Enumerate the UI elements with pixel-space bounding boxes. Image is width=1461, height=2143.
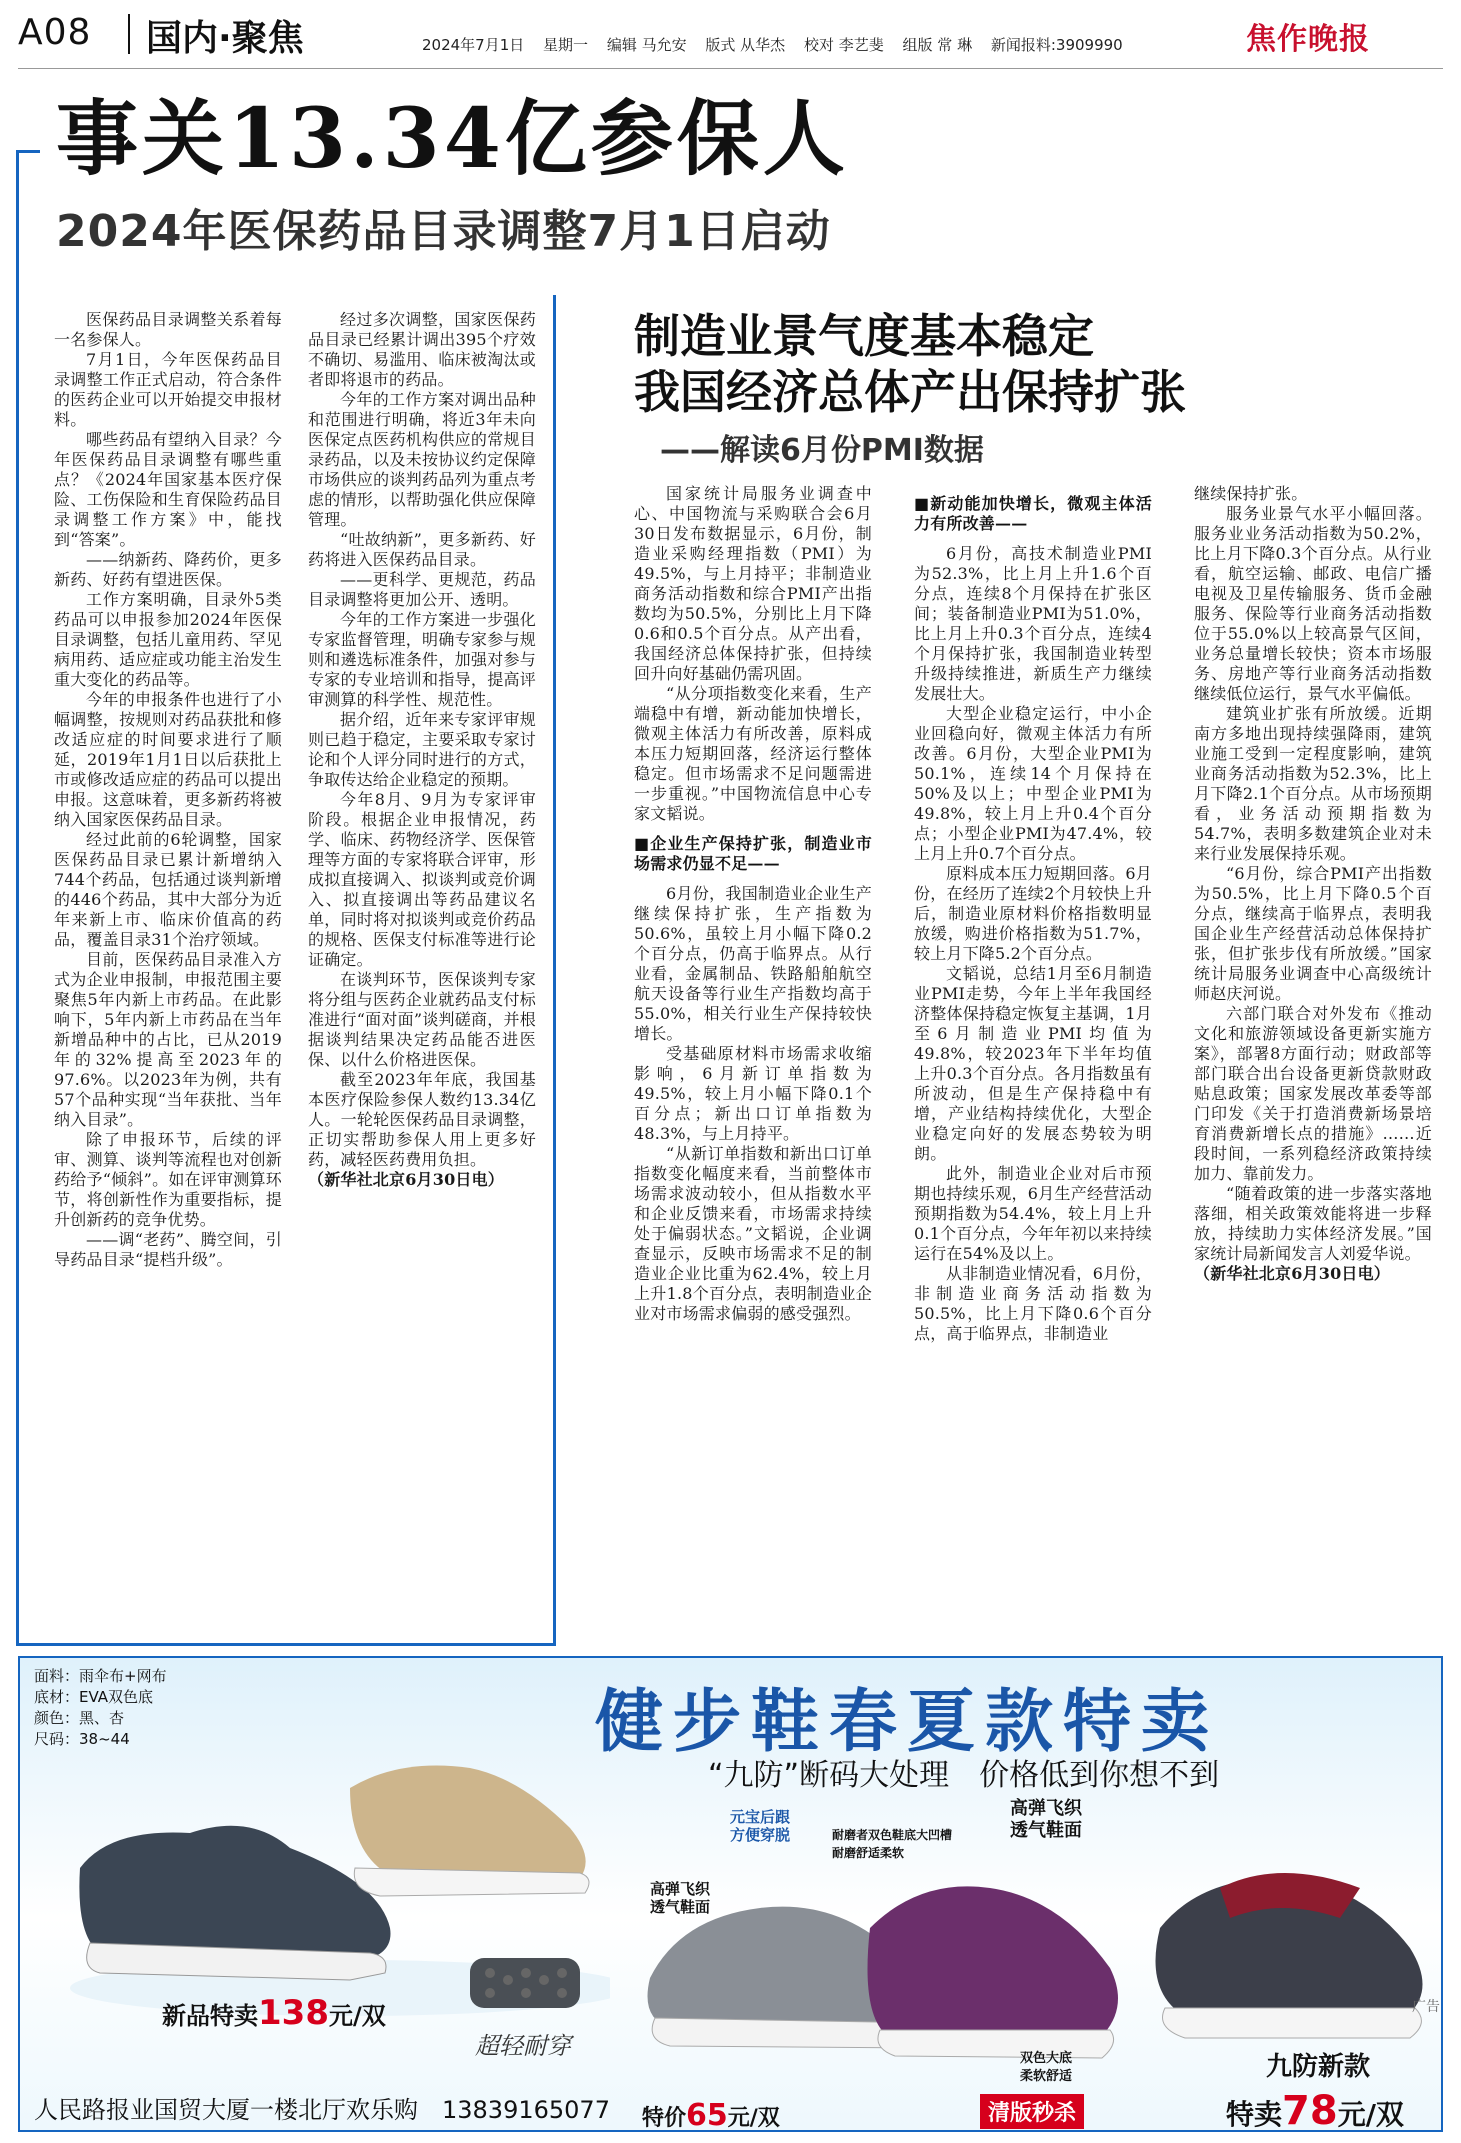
ad-callout: 双色大底 柔软舒适 [1020,2051,1073,2084]
story2-column-1 [634,484,872,1324]
paragraph: “6月份，综合PMI产出指数为50.5%，比上月下降0.5个百分点，继续高于临界点，表明我国企业生产经营活动总体保持扩张，但扩张步伐有所放缓。”国家统计局服务业调查中心高级统计师赵庆河说。 [1194,864,1432,1003]
ad-callout: 高弹飞织 透气鞋面 [1010,1798,1082,1841]
issue-weekday: 星期一 [543,36,589,54]
paragraph: 大型企业稳定运行，中小企业回稳向好，微观主体活力有所改善。6月份，大型企业PMI为50.1%，连续14个月保持在50%及以上；中型企业PMI为49.8%，较上月上升0.4个百分点；小型企业PMI为47.4%，较上月上升0.7个百分点。 [914,704,1152,863]
ad-callout: 高弹飞织 透气鞋面 [650,1880,711,1916]
page-number: A08 [18,12,92,53]
price-value: 65 [686,2098,728,2132]
price-value: 78 [1282,2088,1338,2132]
story2-headline [634,308,1186,420]
price-unit: 元/双 [727,2106,780,2131]
price-value: 138 [258,1993,329,2033]
ad-callout: 元宝后跟 方便穿脱 [730,1808,791,1844]
paragraph: 工作方案明确，目录外5类药品可以申报参加2024年医保目录调整，包括儿童用药、罕见病用药、适应症或功能主治发生重大变化的药品等。 [54,590,282,689]
story1-column-2 [308,310,536,1190]
paragraph: 今年的申报条件也进行了小幅调整，按规则对药品获批和修改适应症的时间要求进行了顺延，2019年1月1日以后获批上市或修改适应症的药品可以提出申报。这意味着，更多新药将被纳入国家医保药品目录。 [54,690,282,829]
ad-headline: 健步鞋春夏款特卖 [595,1683,1220,1762]
spec-line: 面料：雨伞布+网布 [34,1667,167,1685]
section-subhead: ■新动能加快增长，微观主体活力有所改善—— [914,494,1152,533]
paragraph: 哪些药品有望纳入目录？今年医保药品目录调整有哪些重点？《2024年国家基本医疗保险、工伤保险和生育保险药品目录调整工作方案》中，能找到“答案”。 [54,430,282,549]
paragraph: “随着政策的进一步落实落地落细，相关政策效能将进一步释放，持续助力实体经济发展。”国家统计局新闻发言人刘爱华说。 [1194,1184,1432,1263]
paragraph: 原料成本压力短期回落。6月份，在经历了连续2个月较快上升后，制造业原材料价格指数明显放缓，购进价格指数为51.7%，较上月下降5.2个百分点。 [914,864,1152,963]
shoe-advertisement [18,1656,1443,2132]
paragraph: 服务业景气水平小幅回落。服务业业务活动指数为50.2%，比上月下降0.3个百分点。从行业看，航空运输、邮政、电信广播电视及卫星传输服务、货币金融服务、保险等行业商务活动指数位于55.0%以上较高景气区间，业务总量增长较快；资本市场服务、房地产等行业商务活动指数继续低位运行，景气水平偏低。 [1194,504,1432,703]
price-label: 新品特卖 [162,2002,258,2030]
paragraph: 六部门联合对外发布《推动文化和旅游领域设备更新实施方案》，部署8方面行动；财政部等部门联合出台设备更新贷款财政贴息政策；国家发展改革委等部门印发《关于打造消费新场景培育消费新增长点的措施》……近段时间，一系列稳经济政策持续加力、靠前发力。 [1194,1004,1432,1183]
price-label: 特卖 [1226,2098,1283,2131]
story2-headline-line1: 制造业景气度基本稳定 [634,309,1094,363]
section-subhead: ■企业生产保持扩张，制造业市场需求仍显不足—— [634,834,872,873]
story2-column-3 [1194,484,1432,1284]
paragraph: 经过此前的6轮调整，国家医保药品目录已累计新增纳入744个药品，包括通过谈判新增的446个药品，其中大部分为近年来新上市、临床价值高的药品，覆盖目录31个治疗领域。 [54,830,282,949]
paragraph: ——纳新药、降药价，更多新药、好药有望进医保。 [54,550,282,589]
price-unit: 元/双 [328,2002,386,2030]
story1-frame-bottom [16,1643,556,1646]
paragraph: 受基础原材料市场需求收缩影响，6月新订单指数为49.5%，较上月小幅下降0.1个百分点；新出口订单指数为48.3%，与上月持平。 [634,1044,872,1143]
price-unit: 元/双 [1337,2098,1404,2131]
paragraph: 从非制造业情况看，6月份，非制造业商务活动指数为50.5%，比上月下降0.6个百分点，高于临界点，非制造业 [914,1264,1152,1343]
paragraph: 目前，医保药品目录准入方式为企业申报制，申报范围主要聚焦5年内新上市药品。在此影响下，5年内新上市药品在当年新增品种中的占比，已从2019年的32%提高至2023年的97.6%。以2023年为例，共有57个品种实现“当年获批、当年纳入目录”。 [54,950,282,1129]
paragraph: ——更科学、更规范，药品目录调整将更加公开、透明。 [308,570,536,609]
price-tag-sale [1226,2088,1404,2132]
editor: 编辑 马允安 [606,36,687,54]
new-model-label: 九防新款 [1266,2052,1371,2082]
paragraph: 今年的工作方案进一步强化专家监督管理，明确专家参与规则和遴选标准条件，加强对参与专家的专业培训和指导，提高评审测算的科学性、规范性。 [308,610,536,709]
header-rule [18,68,1443,69]
story1-column-1 [54,310,282,1270]
ad-tagline: 超轻耐穿 [475,2032,571,2060]
paragraph: 今年的工作方案对调出品种和范围进行明确，将近3年未向医保定点医药机构供应的常规目录药品，以及未按协议约定保障市场供应的谈判药品列为重点考虑的情形，以帮助强化供应保障管理。 [308,390,536,529]
dateline: （新华社北京6月30日电） [1194,1264,1390,1283]
paragraph: 据介绍，近年来专家评审规则已趋于稳定，主要采取专家讨论和个人评分同时进行的方式，争取传达给企业稳定的预期。 [308,710,536,789]
story1-headline: 事关13.34亿参保人 [56,91,849,187]
story1-frame-left [16,150,19,1646]
paragraph: 截至2023年年底，我国基本医疗保险参保人数约13.34亿人。一轮轮医保药品目录调整，正切实帮助参保人用上更多好药，减轻医药费用负担。 [308,1070,536,1169]
issue-date: 2024年7月1日 [422,36,525,54]
price-tag-new [162,1993,386,2033]
story2-headline-line2: 我国经济总体产出保持扩张 [634,365,1186,419]
ad-callout: 耐磨者双色鞋底大凹槽 耐磨舒适柔软 [832,1828,953,1860]
paragraph: “吐故纳新”，更多新药、好药将进入医保药品目录。 [308,530,536,569]
story2-column-2 [914,494,1152,1344]
paragraph: 6月份，高技术制造业PMI为52.3%，比上月上升1.6个百分点，连续8个月保持在扩张区间；装备制造业PMI为51.0%，比上月上升0.3个百分点，连续4个月保持扩张，我国制造业转型升级持续推进，新质生产力继续发展壮大。 [914,544,1152,703]
clearance-badge: 清版秒杀 [980,2094,1084,2129]
paragraph: 继续保持扩张。 [1194,484,1308,503]
paragraph: 7月1日，今年医保药品目录调整工作正式启动，符合条件的医药企业可以开始提交申报材料。 [54,350,282,429]
paragraph: 国家统计局服务业调查中心、中国物流与采购联合会6月30日发布数据显示，6月份，制造业采购经理指数（PMI）为49.5%，与上月持平；非制造业商务活动指数和综合PMI产出指数均为50.5%，分别比上月下降0.6和0.5个百分点。从产出看，我国经济总体保持扩张，但持续回升向好基础仍需巩固。 [634,484,872,683]
paragraph: 除了申报环节，后续的评审、测算、谈判等流程也对创新药给予“倾斜”。如在评审测算环节，将创新性作为重要指标，提升创新药的竞争优势。 [54,1130,282,1229]
paragraph: 建筑业扩张有所放缓。近期南方多地出现持续强降雨，建筑业施工受到一定程度影响，建筑业商务活动指数为52.3%，比上月下降2.1个百分点。从市场预期看，业务活动预期指数为54.7%，表明多数建筑企业对未来行业发展保持乐观。 [1194,704,1432,863]
layout-credit: 版式 从华杰 [705,36,786,54]
price-label: 特价 [642,2106,687,2131]
paragraph: 在谈判环节，医保谈判专家将分组与医药企业就药品支付标准进行“面对面”谈判磋商，并根据谈判结果决定药品能否进医保、以什么价格进医保。 [308,970,536,1069]
paragraph: “从新订单指数和新出口订单指数变化幅度来看，当前整体市场需求波动较小，但从指数水平和企业反馈来看，市场需求持续处于偏弱状态。”文韬说，企业调查显示，反映市场需求不足的制造业企业比重为62.4%，较上月上升1.8个百分点，表明制造业企业对市场需求偏弱的感受强烈。 [634,1144,872,1323]
store-address: 人民路报业国贸大厦一楼北厅欢乐购 13839165077 [34,2096,610,2124]
paragraph: ——调“老药”、腾空间，引导药品目录“提档升级”。 [54,1230,282,1269]
paragraph: 此外，制造业企业对后市预期也持续乐观，6月生产经营活动预期指数为54.4%，较上月上升0.1个百分点，今年年初以来持续运行在54%及以上。 [914,1164,1152,1263]
dateline: （新华社北京6月30日电） [308,1170,504,1189]
story1-frame-tick [16,150,40,153]
spec-line: 尺码：38~44 [34,1730,130,1748]
spec-line: 颜色：黑、杏 [34,1709,125,1727]
paragraph: “从分项指数变化来看，生产端稳中有增，新动能加快增长，微观主体活力有所改善，原料成本压力短期回落，经济运行整体稳定。但市场需求不足问题需进一步重视。”中国物流信息中心专家文韬说。 [634,684,872,823]
news-hotline: 新闻报料:3909990 [990,36,1123,54]
paragraph: 今年8月、9月为专家评审阶段。根据企业申报情况，药学、临床、药物经济学、医保管理等方面的专家将联合评审，形成拟直接调入、拟谈判或竞价调入、拟直接调出等药品建议名单，同时将对拟谈判或竞价药品的规格、医保支付标准等进行论证确定。 [308,790,536,969]
price-tag-special [642,2098,780,2132]
newspaper-logo: 焦作晚报 [1246,22,1370,57]
story1-frame-right [553,295,556,1645]
paragraph: 医保药品目录调整关系着每一名参保人。 [54,310,282,349]
ad-label: 广告 [1412,1999,1440,2015]
story1-subheadline: 2024年医保药品目录调整7月1日启动 [56,206,831,257]
paragraph: 经过多次调整，国家医保药品目录已经累计调出395个疗效不确切、易滥用、临床被淘汰或者即将退市的药品。 [308,310,536,389]
paragraph: 6月份，我国制造业企业生产继续保持扩张，生产指数为50.6%，虽较上月小幅下降0.2个百分点，仍高于临界点。从行业看，金属制品、铁路船舶航空航天设备等行业生产指数均高于55.0%，相关行业生产保持较快增长。 [634,884,872,1043]
typeset-credit: 组版 常 琳 [902,36,973,54]
section-name: 国内·聚焦 [146,18,304,59]
header-divider [128,14,130,54]
casual-shoes-image [50,1718,610,2018]
ad-slogan: “九防”断码大处理 价格低到你想不到 [708,1758,1220,1793]
proof-credit: 校对 李艺斐 [803,36,884,54]
story2-subheadline: ——解读6月份PMI数据 [660,433,984,468]
paragraph: 文韬说，总结1月至6月制造业PMI走势，今年上半年我国经济整体保持稳定恢复主基调，1月至6月制造业PMI均值为49.8%，较2023年下半年均值上升0.3个百分点。各月指数虽有所波动，但是生产保持稳中有增，产业结构持续优化，大型企业稳定向好的发展态势较为明朗。 [914,964,1152,1163]
header-meta [422,34,1137,55]
spec-line: 底材：EVA双色底 [34,1688,154,1706]
